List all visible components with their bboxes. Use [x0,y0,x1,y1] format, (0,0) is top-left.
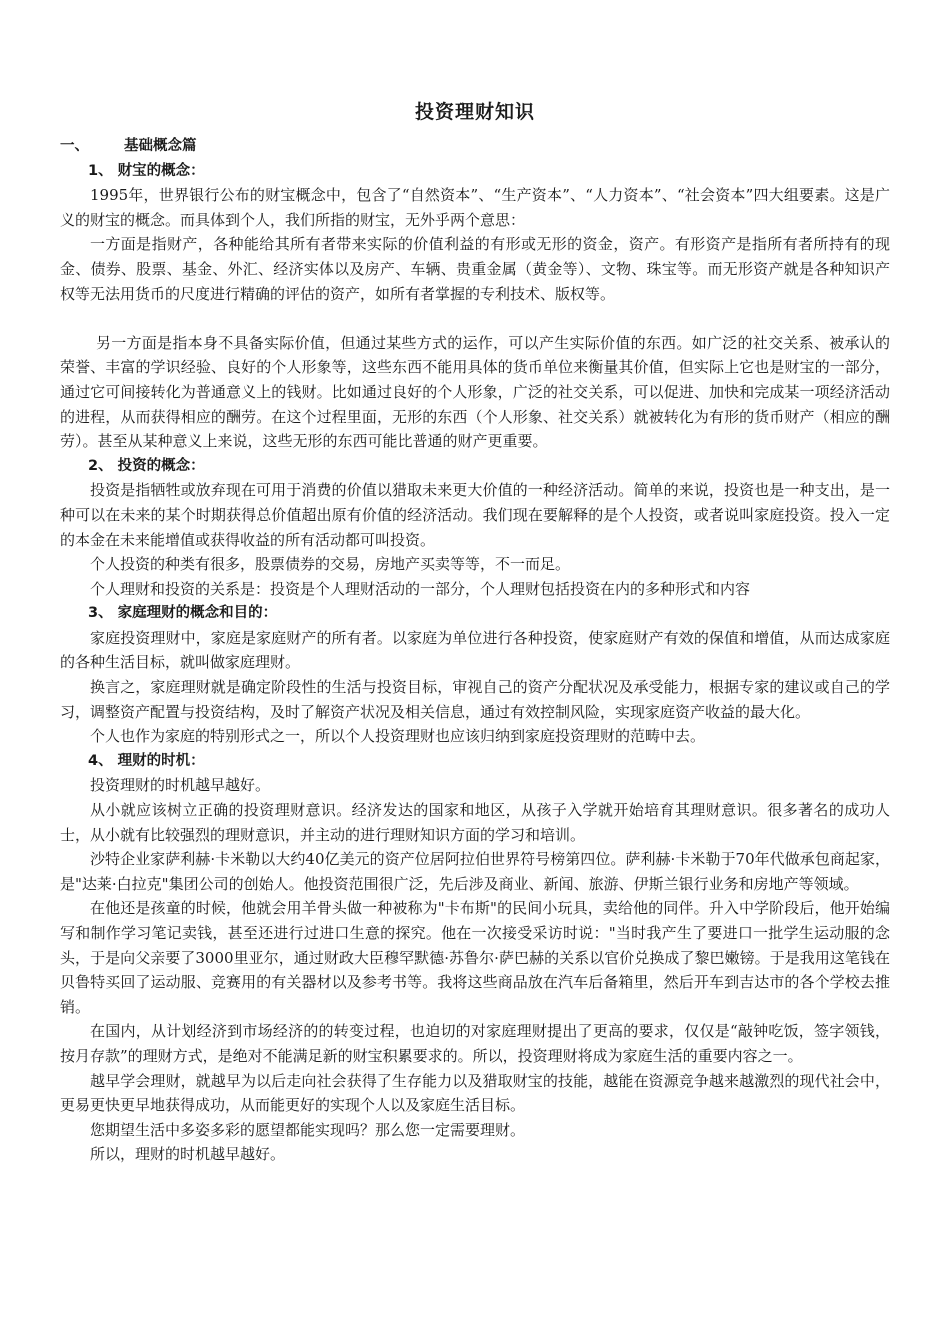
section-heading-3: 3、 家庭理财的概念和目的： [88,605,278,622]
paragraph: 1995年，世界银行公布的财宝概念中，包含了“自然资本”、“生产资本”、“人力资本”、“社会资本”四大组要素。这是广义的财宝的概念。而具体到个人，我们所指的财宝，无外乎两个意思： [60,186,890,229]
paragraph: 投资理财的时机越早越好。 [90,776,271,795]
section-heading-2: 2、 投资的概念： [88,457,205,474]
paragraph: 个人也作为家庭的特别形式之一，所以个人投资理财也应该归纳到家庭投资理财的范畴中去。 [90,727,706,746]
paragraph: 另一方面是指本身不具备实际价值，但通过某些方式的运作，可以产生实际价值的东西。如广泛的社交关系、被承认的荣誉、丰富的学识经验、良好的个人形象等，这些东西不能用具体的货币单位来衡量其价值，但实际上它也是财宝的一部分，通过它可间接转化为普通意义上的钱财。比如通过良好的个人形象，广泛的社交关系，可以促进、加快和完成某一项经济活动的进程，从而获得相应的酬劳。在这个过程里面，无形的东西（个人形象、社交关系）就被转化为有形的货币财产（相应的酬劳）。甚至从某种意义上来说，这些无形的东西可能比普通的财产更重要。 [60,333,890,451]
part-heading [60,134,890,159]
paragraph: 在国内，从计划经济到市场经济的的转变过程，也迫切的对家庭理财提出了更高的要求，仅仅是“敲钟吃饭，签字领钱，按月存款”的理财方式，是绝对不能满足新的财宝积累要求的。所以，投资理财将成为家庭生活的重要内容之一。 [60,1022,890,1065]
paragraph: 投资是指牺牲或放弃现在可用于消费的价值以猎取未来更大价值的一种经济活动。简单的来说，投资也是一种支出，是一种可以在未来的某个时期获得总价值超出原有价值的经济活动。我们现在要解释的是个人投资，或者说叫家庭投资。投入一定的本金在未来能增值或获得收益的所有活动都可叫投资。 [60,481,890,549]
paragraph: 个人理财和投资的关系是：投资是个人理财活动的一部分，个人理财包括投资在内的多种形式和内容 [90,579,751,598]
paragraph: 越早学会理财，就越早为以后走向社会获得了生存能力以及猎取财宝的技能，越能在资源竞争越来越激烈的现代社会中，更易更快更早地获得成功，从而能更好的实现个人以及家庭生活目标。 [60,1071,890,1115]
paragraph: 从小就应该树立正确的投资理财意识。经济发达的国家和地区，从孩子入学就开始培育其理财意识。很多著名的成功人士，从小就有比较强烈的理财意识，并主动的进行理财知识方面的学习和培训。 [60,801,890,844]
paragraph: 您期望生活中多姿多彩的愿望都能实现吗？那么您一定需要理财。 [90,1120,526,1139]
blank-line [60,306,890,331]
section-heading-1: 1、 财宝的概念： [88,162,205,179]
paragraph: 换言之，家庭理财就是确定阶段性的生活与投资目标，审视自己的资产分配状况及承受能力，根据专家的建议或自己的学习，调整资产配置与投资结构，及时了解资产状况及相关信息，通过有效控制风险，实现家庭资产收益的最大化。 [60,678,890,721]
paragraph: 沙特企业家萨利赫·卡米勒以大约40亿美元的资产位居阿拉伯世界符号榜第四位。萨利赫·卡米勒于70年代做承包商起家，是"达莱·白拉克"集团公司的创始人。他投资范围很广泛，先后涉及商业、新闻、旅游、伊斯兰银行业务和房地产等领域。 [60,850,890,893]
part-number: 一、 [60,138,89,154]
section-heading-4: 4、 理财的时机： [88,752,205,769]
document-title: 投资理财知识 [414,101,535,123]
paragraph: 一方面是指财产，各种能给其所有者带来实际的价值利益的有形或无形的资金，资产。有形资产是指所有者所持有的现金、债券、股票、基金、外汇、经济实体以及房产、车辆、贵重金属（黄金等）、文物、珠宝等。而无形资产就是各种知识产权等无法用货币的尺度进行精确的评估的资产，如所有者掌握的专利技术、版权等。 [60,235,890,303]
document-page [60,0,890,1167]
paragraph: 所以，理财的时机越早越好。 [90,1145,286,1164]
paragraph: 家庭投资理财中，家庭是家庭财产的所有者。以家庭为单位进行各种投资，使家庭财产有效的保值和增值，从而达成家庭的各种生活目标，就叫做家庭理财。 [60,628,890,672]
paragraph: 个人投资的种类有很多，股票债券的交易，房地产买卖等等，不一而足。 [90,555,571,574]
part-label: 基础概念篇 [124,138,197,154]
paragraph: 在他还是孩童的时候，他就会用羊骨头做一种被称为"卡布斯"的民间小玩具，卖给他的同伴。升入中学阶段后，他开始编写和制作学习笔记卖钱，甚至还进行过进口生意的探究。他在一次接受采访时说："当时我产生了要进口一批学生运动服的念头，于是向父亲要了3000里亚尔，通过财政大臣穆罕默德·苏鲁尔·萨巴赫的关系以官价兑换成了黎巴嫩镑。于是我用这笔钱在贝鲁特买回了运动服、竞赛用的有关器材以及参考书等。我将这些商品放在汽车后备箱里，然后开车到吉达市的各个学校去推销。 [60,899,890,1016]
